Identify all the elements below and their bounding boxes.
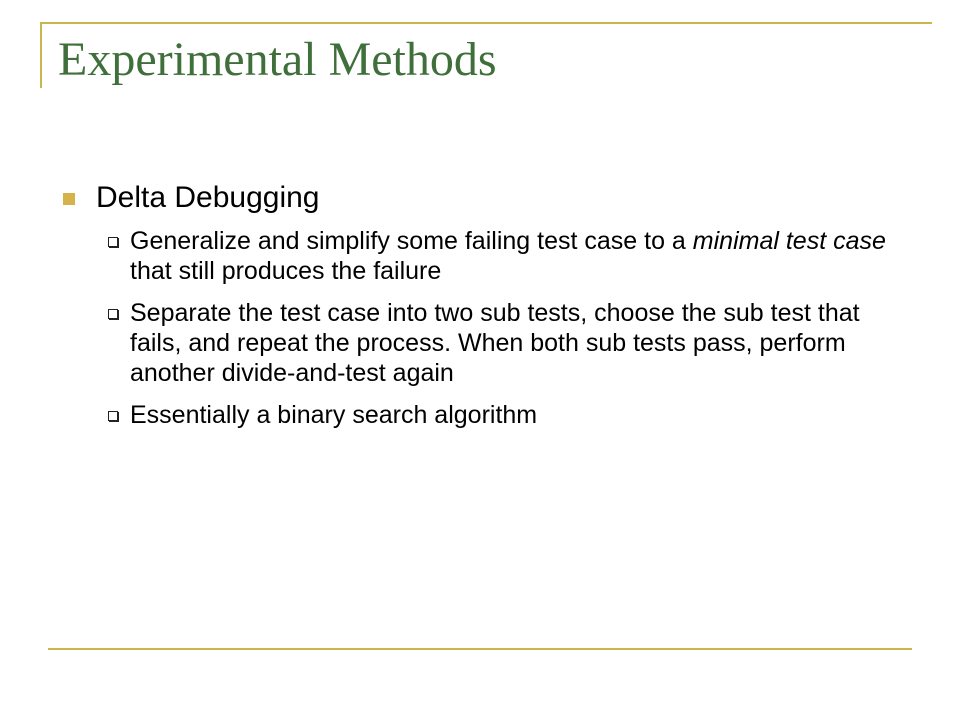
frame-top-rule (40, 22, 932, 24)
slide-title: Experimental Methods (58, 33, 497, 86)
sub-bullet-text-after: that still produces the failure (130, 257, 442, 285)
slide-body (60, 180, 910, 442)
frame-bottom-rule (48, 648, 912, 650)
bullet-item (60, 180, 910, 216)
hollow-square-bullet-icon (108, 237, 118, 247)
hollow-square-bullet-icon (108, 411, 118, 421)
bullet-text: Delta Debugging (96, 181, 320, 214)
frame-left-rule (40, 22, 42, 88)
sub-bullet-item (60, 400, 910, 430)
square-bullet-icon (63, 193, 75, 205)
sub-bullet-item (60, 226, 910, 286)
sub-bullet-list (60, 226, 910, 430)
sub-bullet-text: Separate the test case into two sub tests, choose the sub test that fails, and repeat the process. When both sub tests pass, perform another divide-and-test again (130, 299, 860, 387)
sub-bullet-item (60, 298, 910, 388)
sub-bullet-text: Essentially a binary search algorithm (130, 401, 538, 429)
sub-bullet-emphasis: minimal test case (692, 227, 886, 255)
hollow-square-bullet-icon (108, 309, 118, 319)
sub-bullet-text: Generalize and simplify some failing test case to a (130, 227, 693, 255)
